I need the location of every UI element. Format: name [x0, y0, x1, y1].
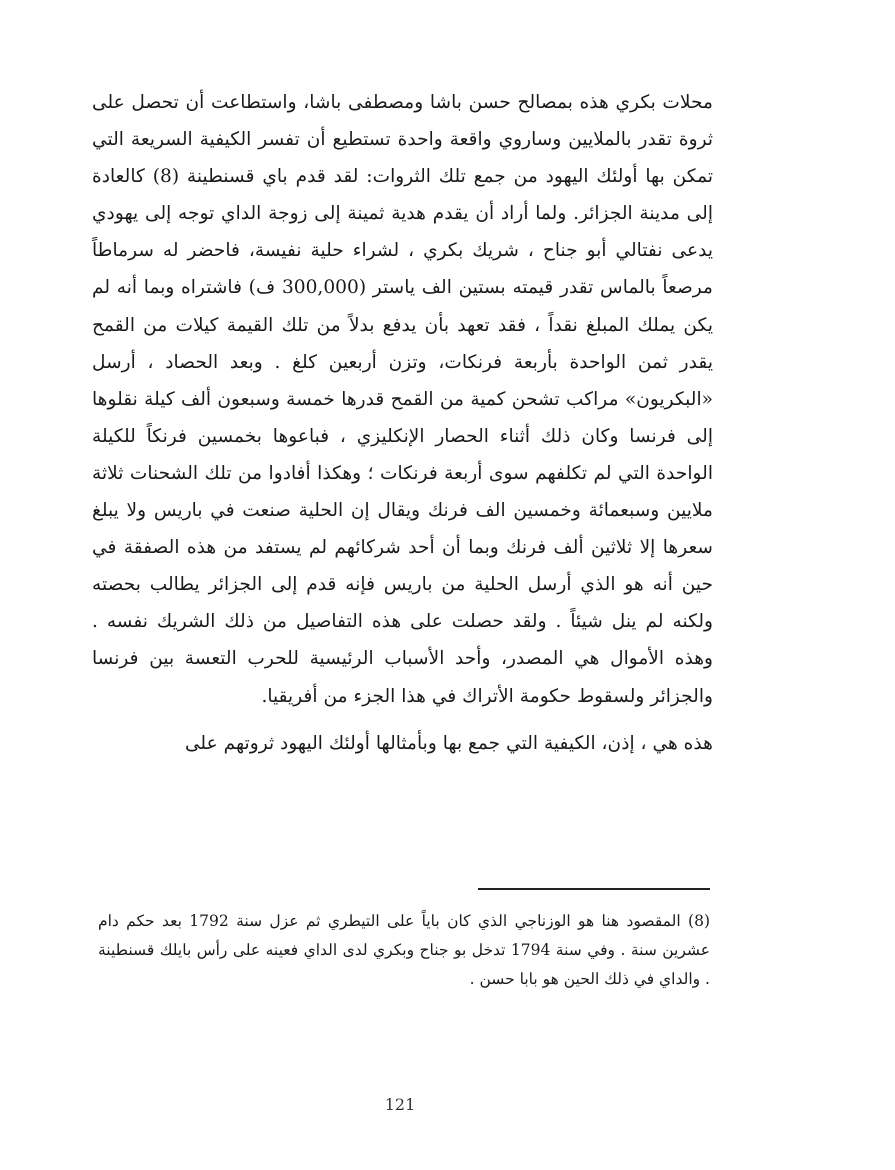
paragraph: محلات بكري هذه بمصالح حسن باشا ومصطفى باشا، واستطاعت أن تحصل على ثروة تقدر بالملايين وساروي واقعة واحدة تستطيع أن تفسر الكيفية السريعة التي تمكن بها أولئك اليهود من جمع تلك الثروات: لقد قدم باي قسنطينة (8) كالعادة إلى مدينة الجزائر. ولما أراد أن يقدم هدية ثمينة إلى زوجة الداي توجه إلى يهودي يدعى نفتالي أبو جناح ، شريك بكري ، لشراء حلية نفيسة، فاحضر له سرماطاً مرصعاً بالماس تقدر قيمته بستين الف ياستر (300,000 ف) فاشتراه وبما أنه لم يكن يملك المبلغ نقداً ، فقد تعهد بأن يدفع بدلاً من تلك القيمة كيلات من القمح يقدر ثمن الواحدة بأربعة فرنكات، وتزن أربعين كلغ . وبعد الحصاد ، أرسل «البكريون» مراكب تشحن كمية من القمح قدرها خمسة وسبعون ألف كيلة نقلوها إلى فرنسا وكان ذلك أثناء الحصار الإنكليزي ، فباعوها بخمسين فرنكاً للكيلة الواحدة التي لم تكلفهم سوى أربعة فرنكات ؛ وهكذا أفادوا من تلك الشحنات ثلاثة ملايين وسبعمائة وخمسين الف فرنك ويقال إن الحلية صنعت في باريس ولا يبلغ سعرها إلا ثلاثين ألف فرنك وبما أن أحد شركائهم لم يستفد من هذه الصفقة في حين أنه هو الذي أرسل الحلية من باريس فإنه قدم إلى الجزائر يطالب بحصته ولكنه لم ينل شيئاً . ولقد حصلت على هذه التفاصيل من ذلك الشريك نفسه . وهذه الأموال هي المصدر، وأحد الأسباب الرئيسية للحرب التعسة بين فرنسا والجزائر ولسقوط حكومة الأتراك في هذا الجزء من أفريقيا. [92, 92, 713, 707]
footnote-text: (8) المقصود هنا هو الوزناجي الذي كان باياً على التيطري ثم عزل سنة 1792 بعد حكم دام عشرين سنة . وفي سنة 1794 تدخل بو جناح وبكري لدى الداي فعينه على رأس بايلك قسنطينة . والداي في ذلك الحين هو بابا حسن . [98, 912, 710, 988]
paragraph: هذه هي ، إذن، الكيفية التي جمع بها وبأمثالها أولئك اليهود ثروتهم على [184, 732, 713, 754]
footnote-separator [478, 888, 710, 890]
page-number: 121 [384, 1095, 416, 1114]
main-text [92, 84, 713, 762]
footnote [98, 907, 710, 994]
